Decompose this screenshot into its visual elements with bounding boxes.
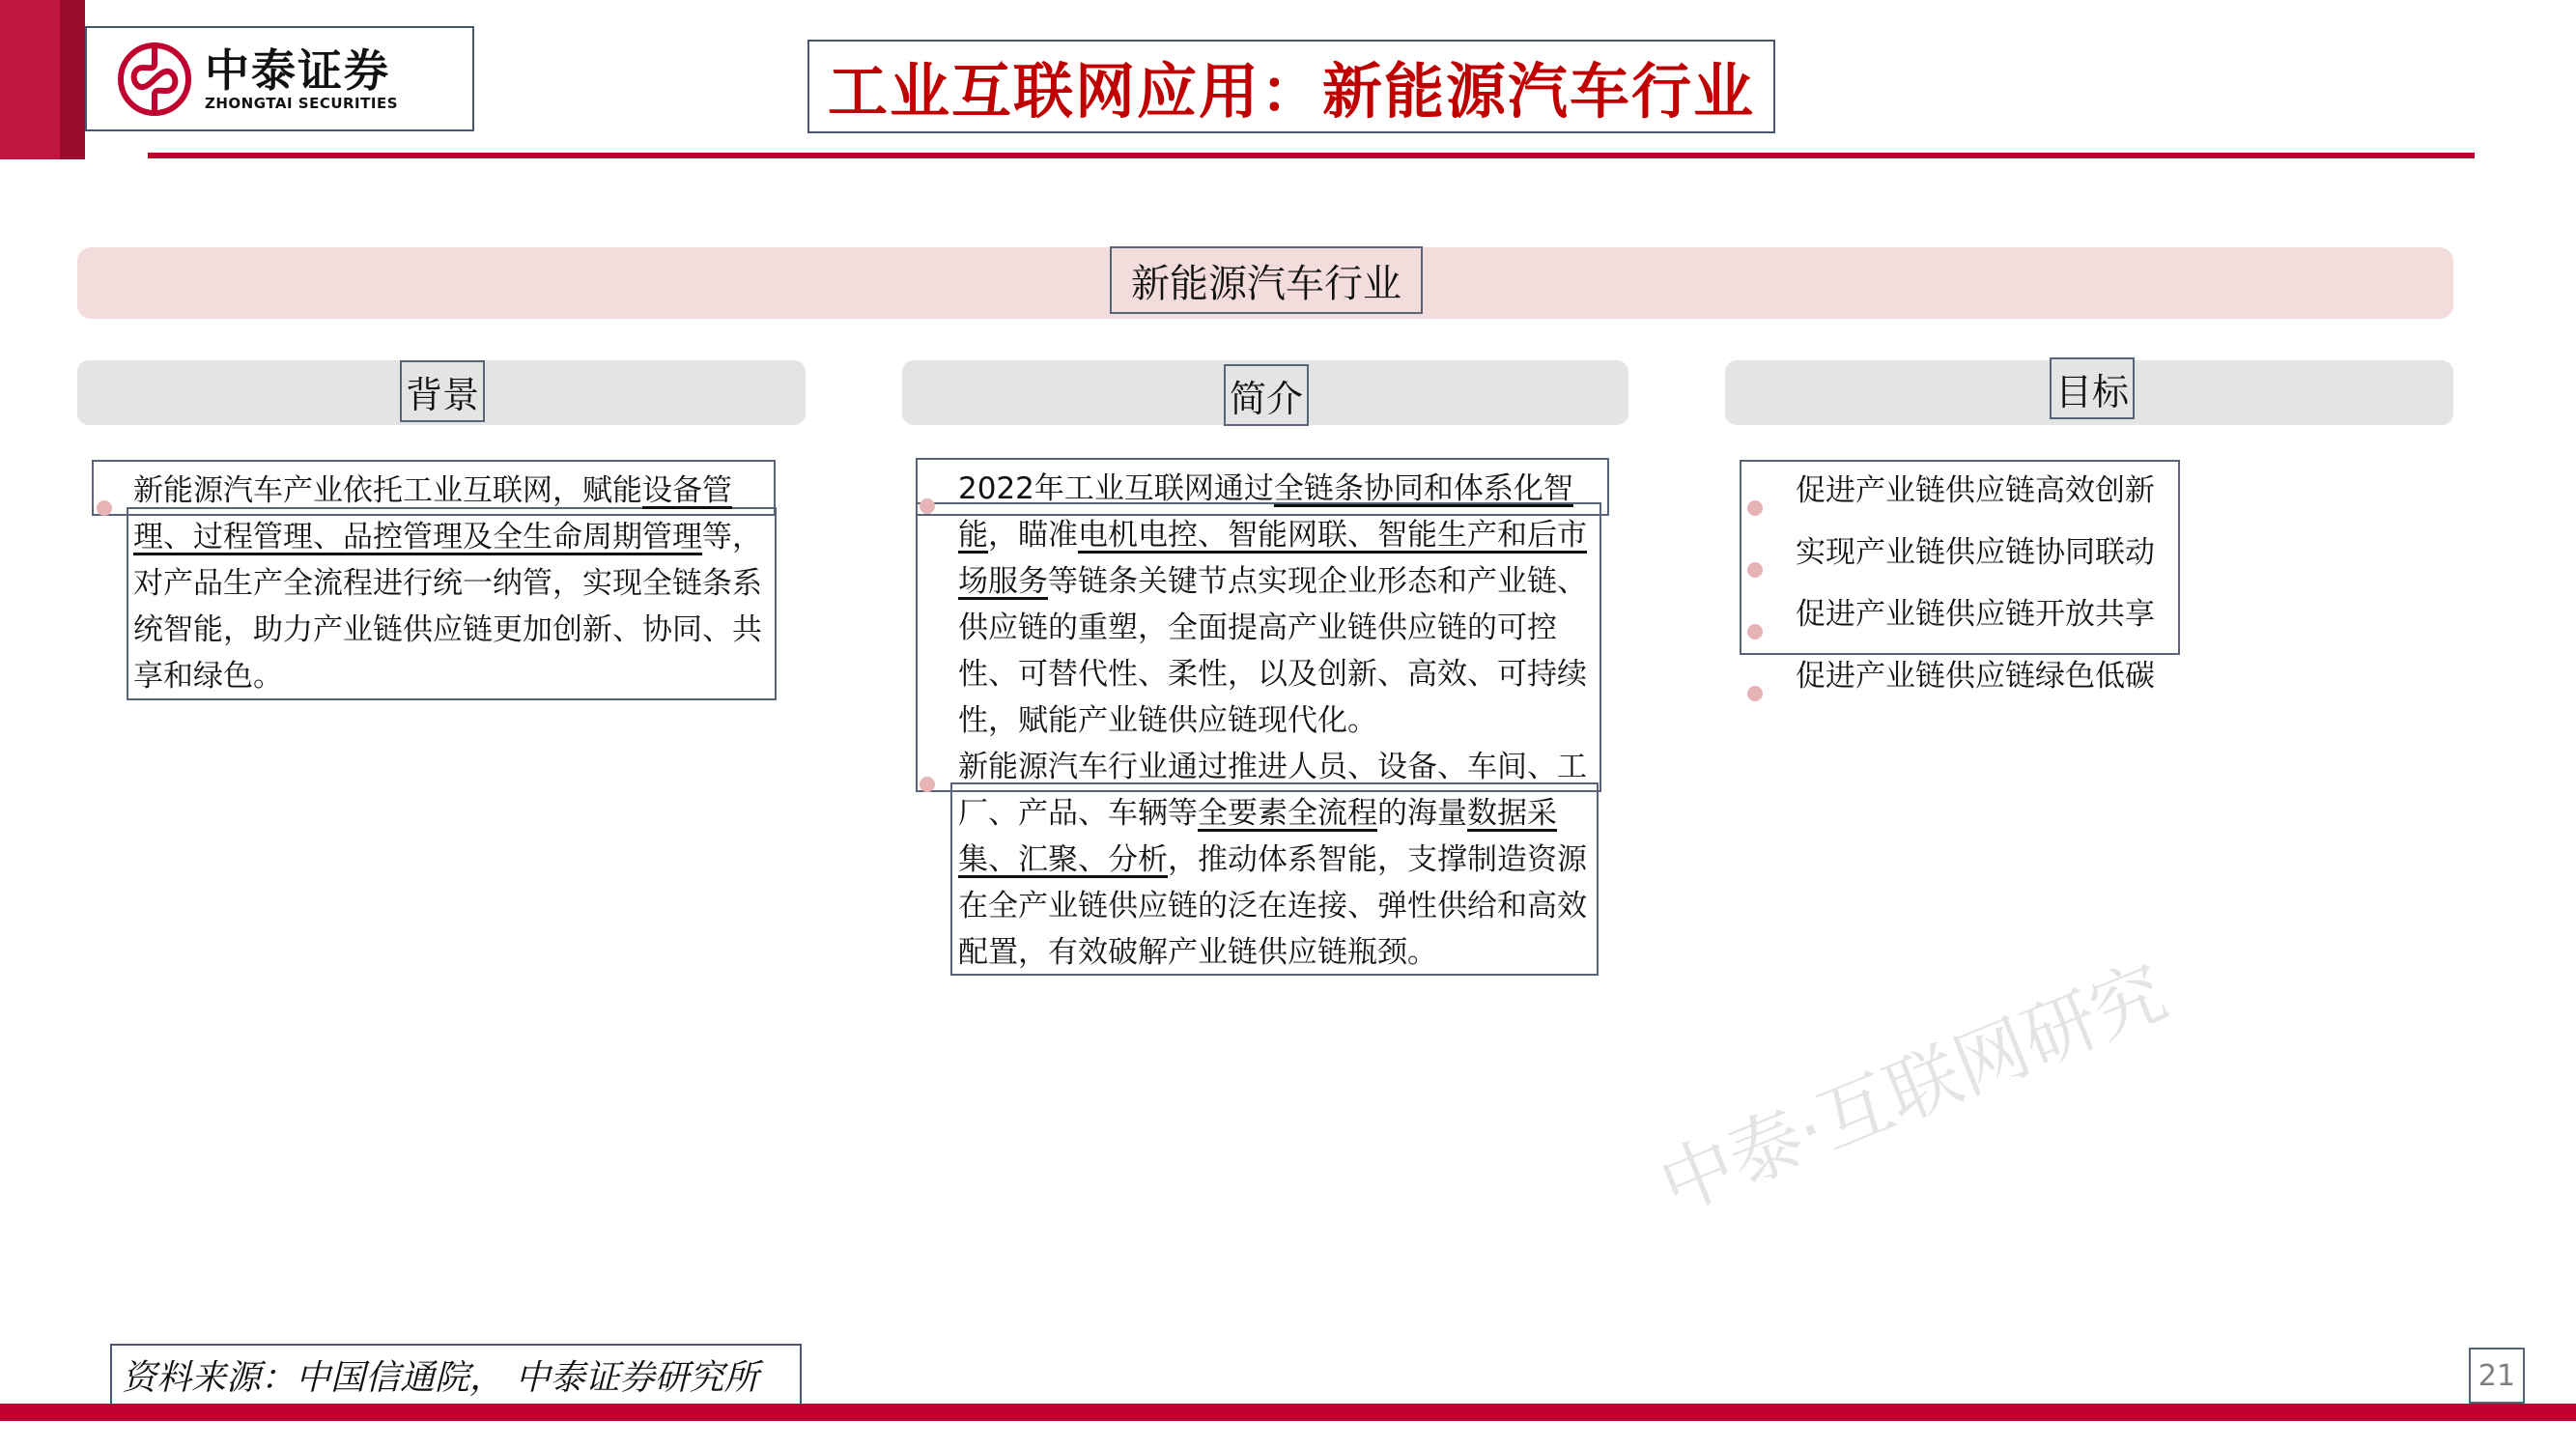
page-title-box — [807, 40, 1775, 133]
footer-bar — [0, 1404, 2576, 1421]
list-item — [97, 468, 773, 699]
goals-list — [1740, 460, 2180, 694]
watermark: 中泰·互联网研究 — [1647, 948, 2179, 1230]
page-number: 21 — [2469, 1348, 2525, 1404]
intro-text — [920, 466, 1599, 976]
list-item — [1747, 653, 2178, 715]
goal-item: 实现产业链供应链协同联动 — [1796, 535, 2155, 570]
page-title: 工业互联网应用：新能源汽车行业 — [827, 56, 1755, 127]
text-segment: ，推动体系智能，支撑制造资源在全产业链供应链的泛在连接、弹性供给和高效配置，有效破解产业链供应链瓶颈。 — [958, 842, 1587, 970]
underlined-text: 电机电控、智能网联、智能生产和后市场服务 — [958, 518, 1587, 599]
column-label-intro: 简介 — [1224, 364, 1309, 426]
list-item — [1747, 529, 2178, 591]
section-title: 新能源汽车行业 — [1110, 246, 1423, 314]
bullet-icon — [1747, 686, 1763, 701]
text-segment: 新能源汽车行业通过推进人员、设备、车间、工厂、产品、车辆等 — [958, 750, 1587, 831]
goal-item: 促进产业链供应链绿色低碳 — [1796, 659, 2155, 694]
list-item — [1747, 468, 2178, 529]
goal-item: 促进产业链供应链开放共享 — [1796, 597, 2155, 632]
list-item — [920, 466, 1599, 744]
bullet-icon — [920, 498, 935, 514]
goal-item: 促进产业链供应链高效创新 — [1796, 473, 2155, 508]
underlined-text: 全链条协同和体系化智能 — [958, 471, 1573, 553]
accent-bar-dark — [60, 0, 85, 159]
bullet-icon — [1747, 562, 1763, 578]
text-segment: ，瞄准 — [988, 518, 1078, 553]
company-logo — [85, 26, 474, 131]
bullet-icon — [920, 777, 935, 792]
column-label-background: 背景 — [400, 360, 485, 422]
background-text — [97, 468, 773, 699]
list-item — [1747, 591, 2178, 653]
text-segment: 的海量 — [1377, 796, 1467, 831]
accent-bar — [0, 0, 60, 159]
bullet-icon — [1747, 500, 1763, 516]
text-segment: 等链条关键节点实现企业形态和产业链、供应链的重塑，全面提高产业链供应链的可控性、可替代性、柔性，以及创新、高效、可持续性，赋能产业链供应链现代化。 — [958, 564, 1587, 738]
bullet-icon — [1747, 624, 1763, 639]
header-divider — [148, 153, 2475, 158]
text-segment: 2022年工业互联网通过 — [958, 471, 1274, 506]
text-segment: 新能源汽车产业依托工业互联网，赋能 — [133, 473, 642, 508]
underlined-text: 设备管理、过程管理、品控管理及全生命周期管理 — [133, 473, 732, 554]
logo-name-en: ZHONGTAI SECURITIES — [205, 94, 398, 112]
zhongtai-logo-icon — [116, 41, 193, 118]
bullet-icon — [97, 500, 112, 516]
underlined-text: 数据采集、汇聚、分析 — [958, 796, 1557, 877]
source-note: 资料来源：中国信通院， 中泰证券研究所 — [110, 1344, 802, 1406]
logo-name-cn: 中泰证券 — [205, 43, 390, 97]
column-label-goals: 目标 — [2050, 357, 2135, 419]
list-item — [920, 744, 1599, 976]
underlined-text: 全要素全流程 — [1198, 796, 1377, 831]
text-segment: 等，对产品生产全流程进行统一纳管，实现全链条系统智能，助力产业链供应链更加创新、协同、共享和绿色。 — [133, 520, 762, 694]
